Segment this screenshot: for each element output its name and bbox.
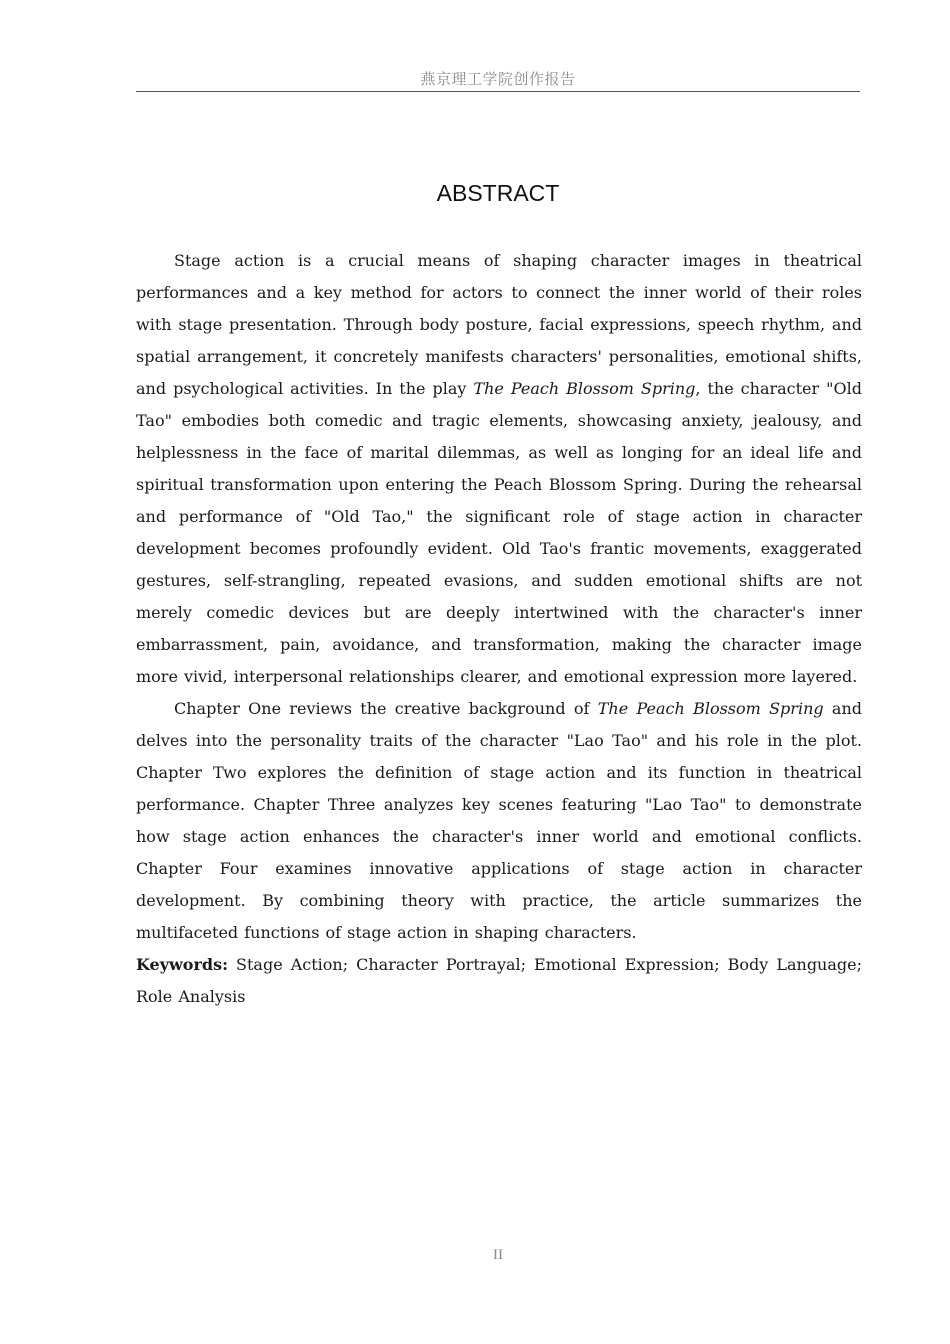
abstract-title: ABSTRACT: [436, 180, 560, 206]
paragraph-1-text-b: , the character "Old Tao" embodies both comedic and tragic elements, showcasing anxiety, jealousy, and helplessness in the face of marital dilemmas, as well as longing for an ideal life and spiritual transformation upon entering the Peach Blossom Spring. During the rehearsal and performance of "Old Tao," the significant role of stage action in character development becomes profoundly evident. Old Tao's frantic movements, exaggerated gestures, self-strangling, repeated evasions, and sudden emotional shifts are not merely comedic devices but are deeply intertwined with the character's inner embarrassment, pain, avoidance, and transformation, making the character image more vivid, interpersonal relationships clearer, and emotional expression more layered.: [136, 379, 862, 686]
paragraph-2-text-a: Chapter One reviews the creative background of: [174, 699, 598, 718]
play-title-italic: The Peach Blossom Spring: [597, 699, 824, 718]
keywords-text: Stage Action; Character Portrayal; Emotional Expression; Body Language; Role Analysis: [136, 955, 862, 1006]
abstract-paragraph-1: [136, 245, 862, 693]
play-title-italic: The Peach Blossom Spring: [473, 379, 696, 398]
paragraph-2-text-b: and delves into the personality traits of the character "Lao Tao" and his role in the plot. Chapter Two explores the definition of stage action and its function in theatrical performance. Chapter Three analyzes key scenes featuring "Lao Tao" to demonstrate how stage action enhances the character's inner world and emotional conflicts. Chapter Four examines innovative applications of stage action in character development. By combining theory with practice, the article summarizes the multifaceted functions of stage action in shaping characters.: [136, 699, 863, 942]
header-rule: [136, 91, 860, 92]
paragraph-1-text-a: Stage action is a crucial means of shaping character images in theatrical performances and a key method for actors to connect the inner world of their roles with stage presentation. Through body posture, facial expressions, speech rhythm, and spatial arrangement, it concretely manifests characters' personalities, emotional shifts, and psychological activities. In the play: [136, 251, 862, 398]
keywords-line: [136, 949, 862, 1013]
running-header: 燕京理工学院创作报告: [420, 70, 576, 88]
keywords-label: Keywords:: [136, 955, 229, 974]
abstract-paragraph-2: [136, 693, 862, 949]
abstract-body: [136, 245, 862, 1013]
page-number: II: [493, 1247, 503, 1263]
